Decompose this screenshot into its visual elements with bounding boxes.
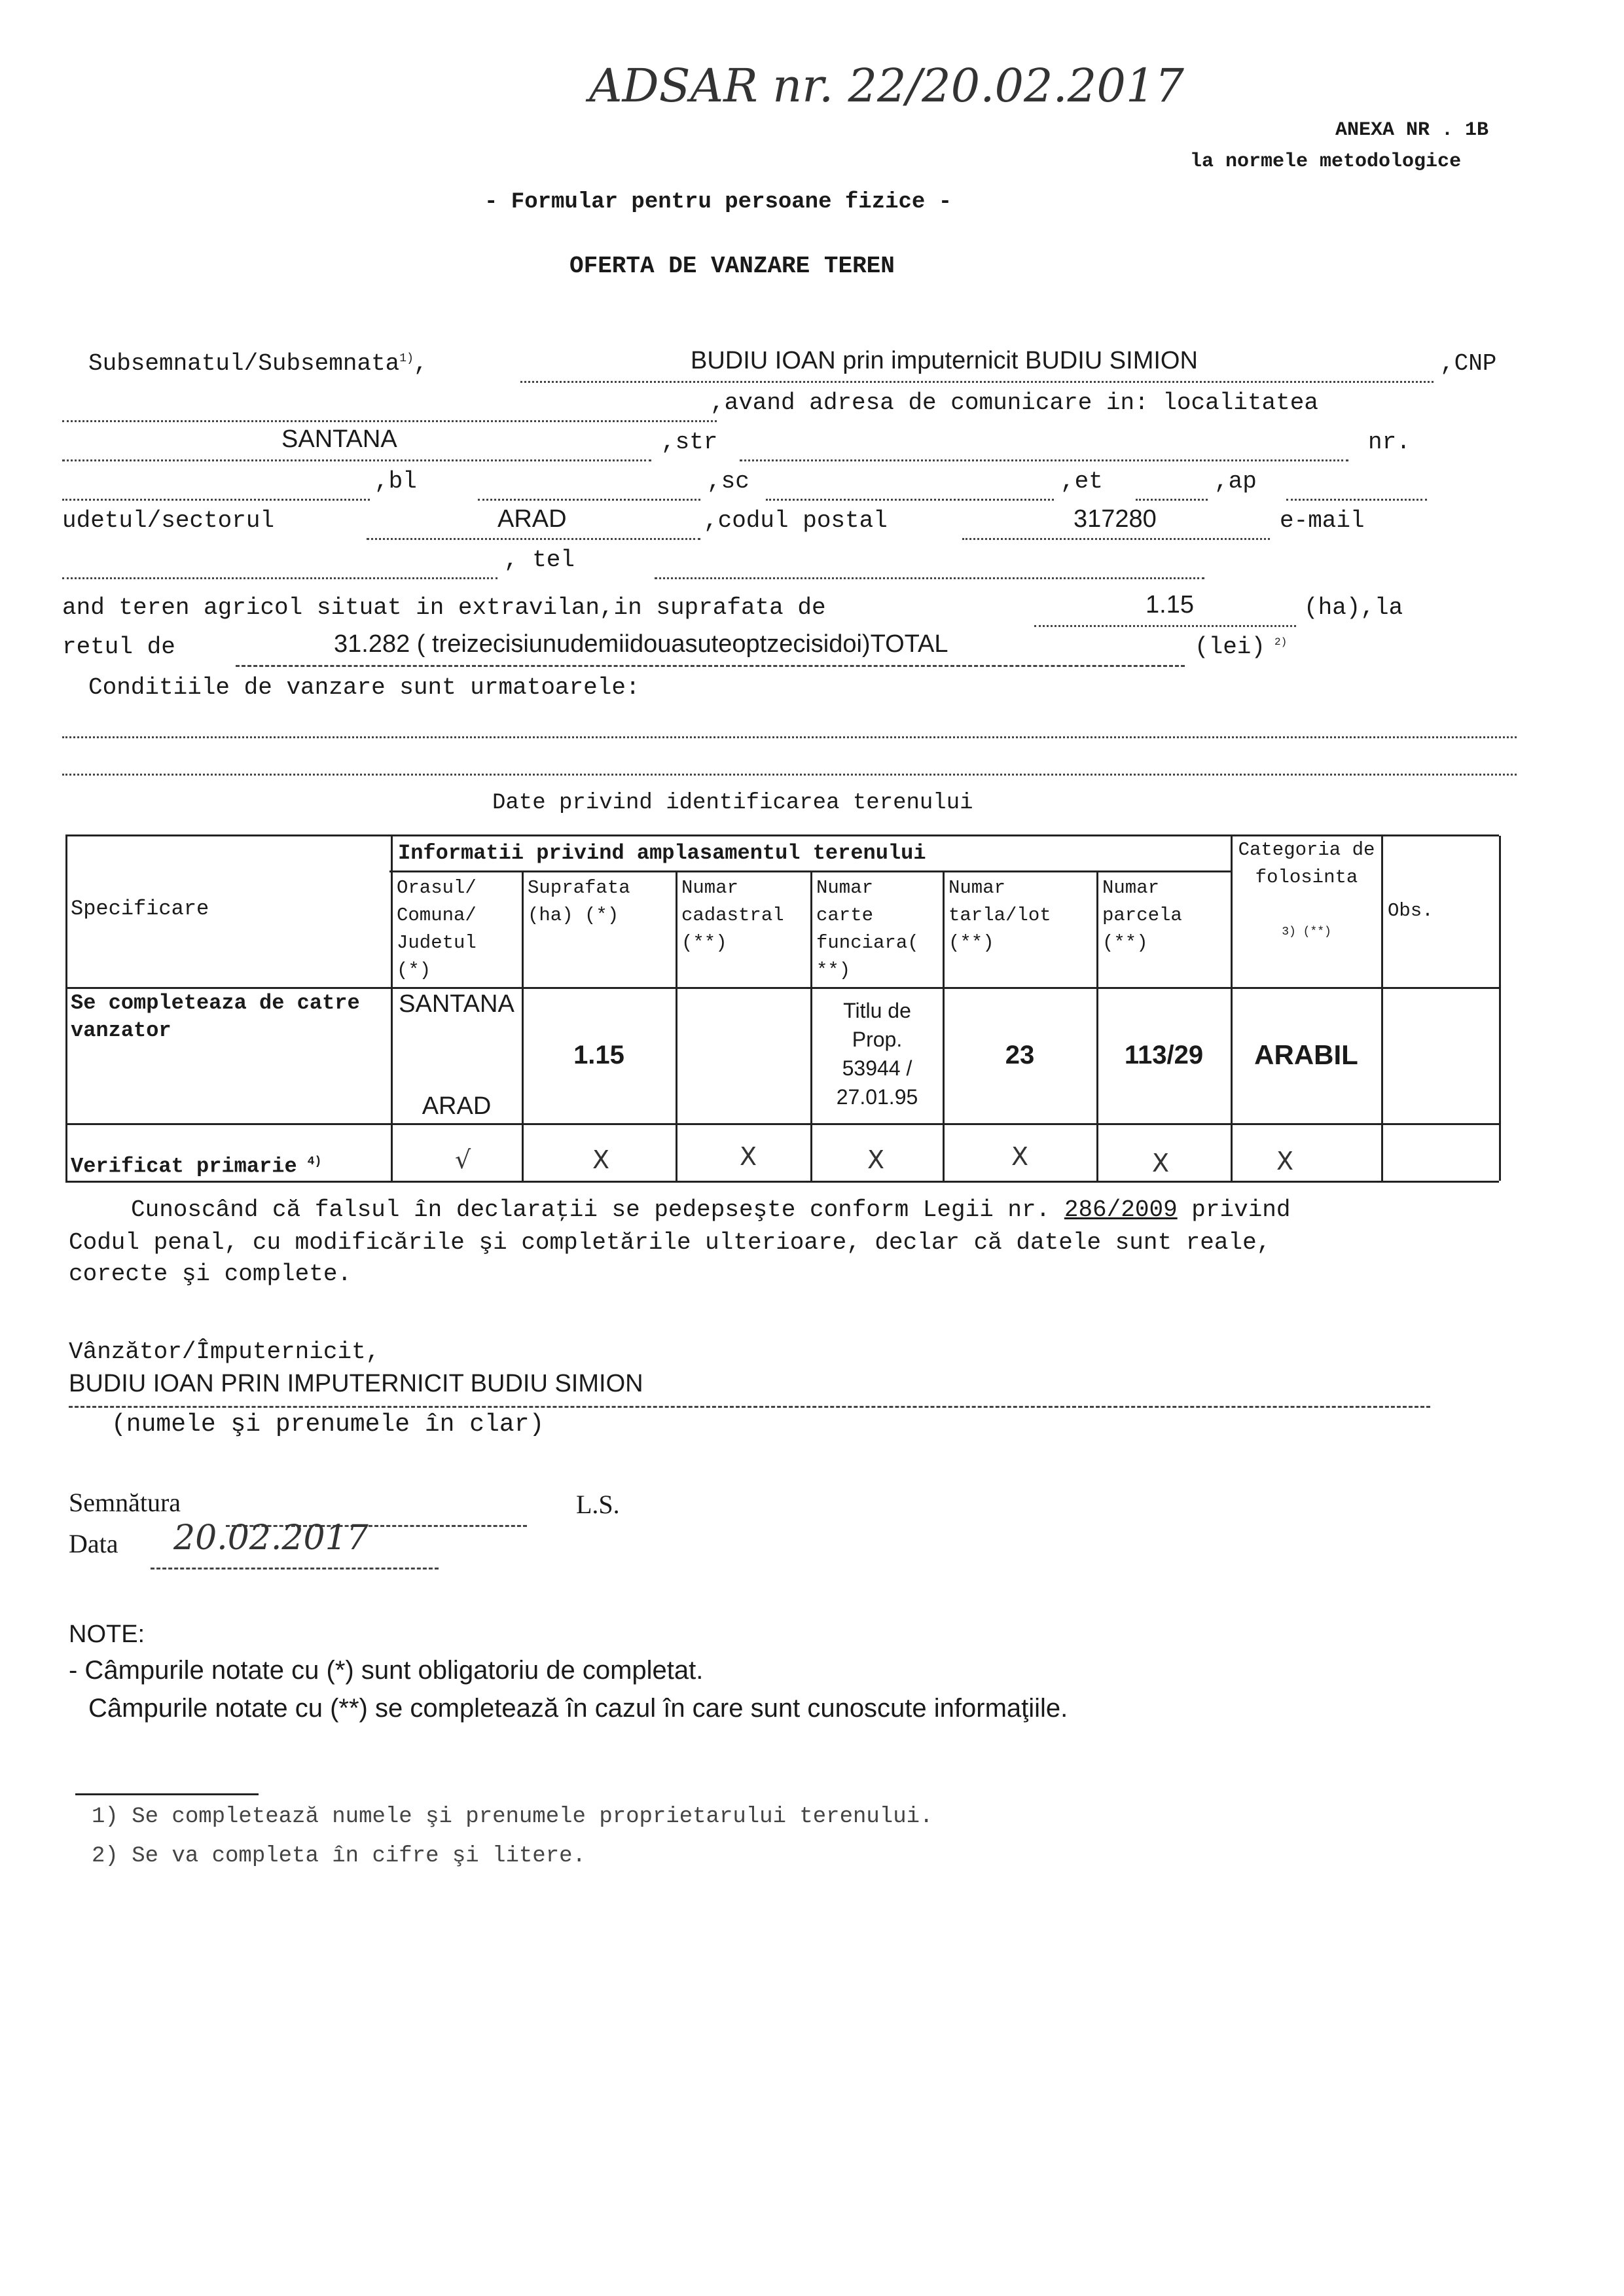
footnote-ref-4: 4) [307,1155,322,1168]
statement-line-1 [131,1196,1291,1223]
locality-line [62,459,651,461]
postal-code-field[interactable]: 317280 [1074,505,1157,533]
sc-label: ,sc [707,468,749,495]
cell-carte-funciara: Titlu de Prop. 53944 / 27.01.95 [836,999,918,1109]
table-col-divider-8 [1381,836,1383,1181]
seller-name-field[interactable]: BUDIU IOAN prin imputernicit BUDIU SIMION [691,347,1198,374]
col-header-carte-funciara: Numar carte funciara( **) [816,877,919,981]
address-label: ,avand adresa de comunicare in: localitatea [710,389,1318,416]
nr-line [62,499,370,501]
lei-text: (lei) [1195,634,1266,660]
specificare-header: Specificare [71,897,209,921]
signatory-name-line [69,1406,1430,1408]
signature-label: Semnătura [69,1488,181,1517]
postal-code-label: ,codul postal [704,507,888,534]
footnote-separator [75,1793,259,1795]
cell-tarla: 23 [1005,1041,1035,1069]
note-1: - Câmpurile notate cu (*) sunt obligatoriu de completat. [69,1656,704,1685]
county-field[interactable]: ARAD [497,505,567,533]
law-number: 286/2009 [1064,1196,1178,1223]
area-line [1034,625,1296,627]
area-field[interactable]: 1.15 [1146,591,1194,619]
verified-mark-cadastral: X [740,1142,757,1171]
info-header: Informatii privind amplasamentul terenului [398,841,926,865]
email-line [62,577,497,579]
sc-line [766,499,1054,501]
verified-row-text: Verificat primarie [71,1154,297,1179]
et-line [1136,499,1208,501]
ha-label: (ha),la [1304,594,1403,621]
cell-suprafata: 1.15 [573,1041,624,1069]
price-label: retul de [62,634,175,660]
ap-line [1286,499,1427,501]
table-col-divider-4 [810,872,812,1181]
signatory-name-field[interactable]: BUDIU IOAN PRIN IMPUTERNICIT BUDIU SIMION [69,1370,643,1397]
col-header-categoria: Categoria de folosinta [1238,839,1375,888]
table-caption: Date privind identificarea terenului [492,791,973,816]
table-right-border [1499,836,1501,1181]
tel-label: , tel [504,547,575,573]
subsemnatul-label [88,350,428,377]
lei-label [1195,634,1287,660]
col-header-obs: Obs. [1388,900,1434,922]
verified-mark-carte-funciara: X [867,1145,885,1174]
table-header-bottom [65,987,1499,989]
footnote-2: 2) Se va completa în cifre şi litere. [92,1844,586,1869]
statement-text-1: Cunoscând că falsul în declaraţii se pedepseşte conform Legii nr. [131,1196,1051,1223]
county-label: udetul/sectorul [62,507,275,534]
footnote-1: 1) Se completează numele şi prenumele proprietarului terenului. [92,1804,933,1829]
verified-mark-parcela: X [1152,1149,1170,1177]
email-label: e-mail [1280,507,1365,534]
annex-subtitle: la normele metodologice [1190,151,1462,173]
annex-number: ANEXA NR . 1B [1335,119,1489,141]
col-header-comuna: Orasul/ Comuna/ Judetul (*) [397,877,477,981]
ls-label: L.S. [576,1490,620,1519]
cnp-label: ,CNP [1440,350,1497,377]
handwritten-reference: ADSAR nr. 22/20.02.2017 [589,59,1184,113]
col-header-tarla: Numar tarla/lot (**) [948,877,1051,954]
subsemnatul-comma: , [413,350,428,377]
seller-row-label: Se completeaza de catre vanzator [71,991,360,1043]
ap-label: ,ap [1214,468,1257,495]
subsemnatul-text: Subsemnatul/Subsemnata [88,350,400,377]
conditions-line-2 [62,774,1517,776]
postal-code-line [962,538,1270,540]
cell-categorie: ARABIL [1254,1039,1358,1070]
table-col-divider-2 [522,872,524,1181]
statement-line-3: corecte şi complete. [69,1261,352,1287]
bl-label: ,bl [374,468,417,495]
cell-comuna: SANTANA [399,990,514,1018]
verified-mark-categorie: X [1276,1147,1294,1175]
table-left-border [65,836,67,1181]
street-line [740,459,1348,461]
col-header-cadastral: Numar cadastral (**) [681,877,784,954]
date-line [151,1568,439,1570]
cell-judet: ARAD [422,1092,492,1120]
date-label: Data [69,1529,118,1558]
tel-line [655,577,1204,579]
bl-line [478,499,700,501]
cnp-line [62,420,717,422]
conditions-label: Conditiile de vanzare sunt urmatoarele: [88,674,640,701]
col-header-parcela: Numar parcela (**) [1102,877,1182,954]
locality-field[interactable]: SANTANA [281,425,397,453]
cell-parcela: 113/29 [1124,1041,1204,1069]
signatory-name-caption: (numele şi prenumele în clar) [111,1410,545,1439]
notes-title: NOTE: [69,1621,145,1648]
verified-row-label [71,1148,321,1181]
price-line [236,665,1185,667]
et-label: ,et [1060,468,1103,495]
verified-mark-suprafata: X [592,1145,610,1174]
table-bottom-border [65,1181,1499,1183]
page-title: OFERTA DE VANZARE TEREN [569,253,895,279]
seller-name-line [520,381,1434,383]
table-col-divider-6 [1096,872,1098,1181]
verified-mark-comuna: √ [455,1145,471,1174]
col-header-suprafata: Suprafata (ha) (*) [528,877,630,926]
note-2: Câmpurile notate cu (**) se completează în cazul în care sunt cunoscute informaţiile. [88,1694,1068,1723]
footnote-ref-1: 1) [399,352,414,365]
date-field[interactable]: 20.02.2017 [173,1518,369,1558]
county-line [367,538,700,540]
nr-label: nr. [1368,429,1411,456]
price-field[interactable]: 31.282 ( treizecisiunudemiidouasuteoptzecisidoi)TOTAL [334,630,948,658]
table-seller-row-bottom [65,1123,1499,1125]
table-col-divider-3 [676,872,677,1181]
form-type: - Formular pentru persoane fizice - [484,190,952,215]
col-header-categoria-note: 3) (**) [1282,925,1331,939]
conditions-line-1 [62,736,1517,738]
verified-mark-tarla: X [1011,1142,1029,1171]
footnote-ref-2: 2) [1274,636,1288,648]
statement-text-1-end: privind [1191,1196,1291,1223]
role-label: Vânzător/Împuternicit, [69,1338,380,1365]
table-col-divider-7 [1231,836,1233,1181]
street-label: ,str [661,429,718,456]
table-col-divider-5 [943,872,945,1181]
land-label: and teren agricol situat in extravilan,in suprafata de [62,594,826,621]
statement-line-2: Codul penal, cu modificările şi completările ulterioare, declar că datele sunt reale, [69,1229,1271,1256]
